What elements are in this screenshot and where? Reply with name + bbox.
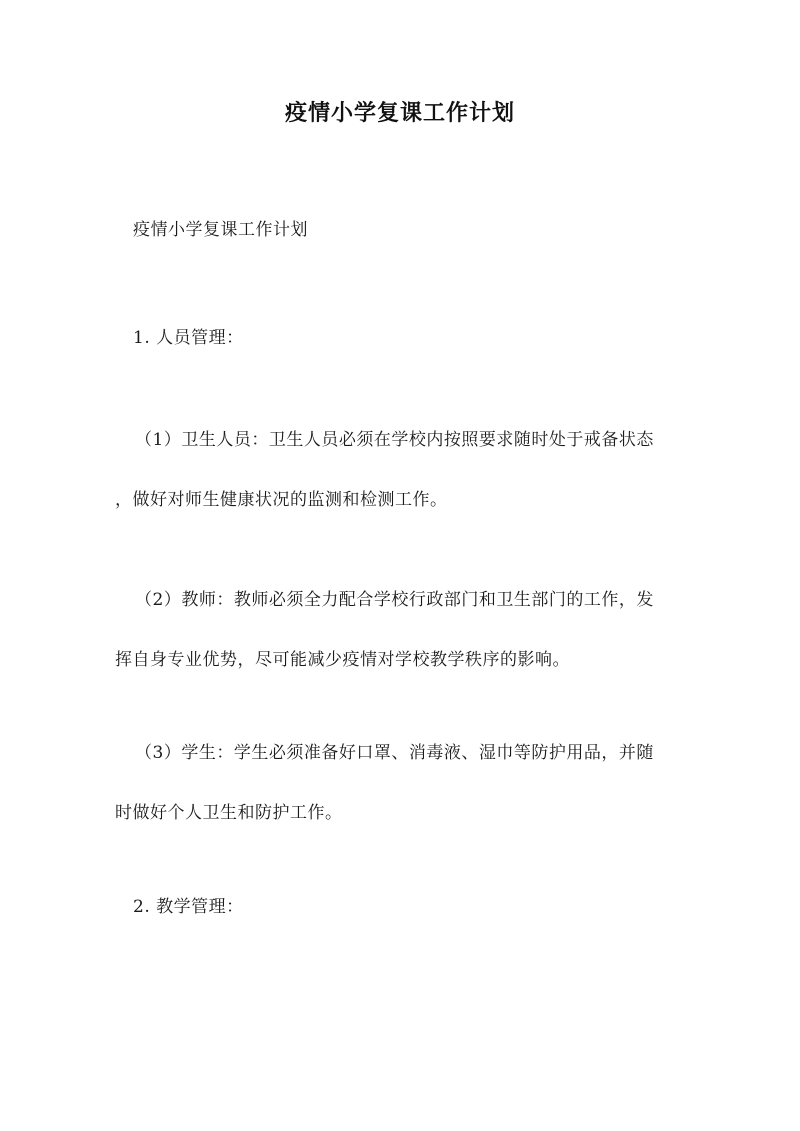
document-title: 疫情小学复课工作计划 (284, 100, 515, 126)
paragraph-line: （2）教师：教师必须全力配合学校行政部门和卫生部门的工作，发 (135, 590, 654, 610)
paragraph-line: （1）卫生人员：卫生人员必须在学校内按照要求随时处于戒备状态 (135, 430, 654, 450)
paragraph-line: ，做好对师生健康状况的监测和检测工作。 (115, 490, 448, 510)
paragraph-line: 时做好个人卫生和防护工作。 (115, 803, 343, 823)
section-heading-teaching: 2. 教学管理： (133, 897, 244, 917)
paragraph-line: （3）学生：学生必须准备好口罩、消毒液、湿巾等防护用品，并随 (135, 743, 654, 763)
section-heading-personnel: 1. 人员管理： (133, 328, 244, 348)
paragraph-line: 挥自身专业优势，尽可能减少疫情对学校教学秩序的影响。 (115, 650, 570, 670)
paragraph-teachers (115, 570, 690, 690)
paragraph-students (115, 723, 690, 843)
paragraph-health-staff (115, 410, 690, 530)
document-subtitle: 疫情小学复课工作计划 (133, 220, 308, 240)
